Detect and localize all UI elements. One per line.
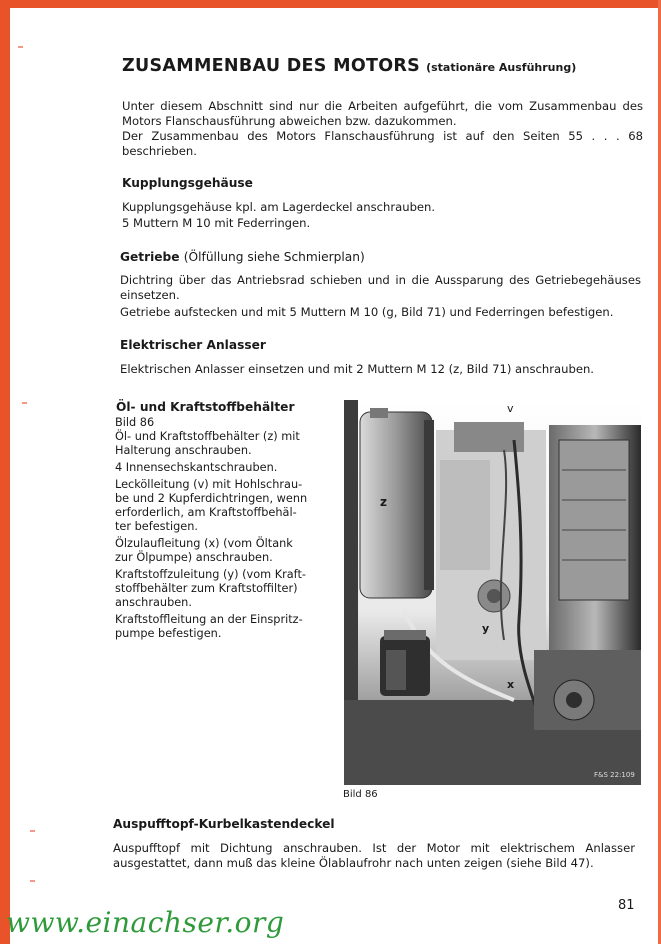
heading-elektrischer-anlasser: Elektrischer Anlasser — [120, 338, 266, 352]
engine-photo — [344, 400, 641, 785]
page-edge-left — [0, 0, 10, 944]
engine-photo-drawing — [344, 400, 641, 785]
getriebe-paragraph-1: Dichtring über das Antriebsrad schieben und in die Aussparung des Getriebegehäuses einsetzen. — [120, 273, 641, 302]
intro-paragraph-2: Der Zusammenbau des Motors Flanschausführung ist auf den Seiten 55 . . . 68 beschrieben. — [122, 129, 643, 158]
tank-instructions — [115, 416, 321, 641]
figure-label-z: z — [380, 495, 387, 509]
intro-paragraph-1: Unter diesem Abschnitt sind nur die Arbeiten aufgeführt, die vom Zusammenbau des Motors Flanschausführung abweichen bzw. dazukommen. — [122, 99, 643, 128]
anlasser-line-1: Elektrischen Anlasser einsetzen und mit 2 Muttern M 12 (z, Bild 71) anschrauben. — [120, 362, 594, 376]
tank-line: Öl- und Kraftstoffbehälter (z) mit — [115, 430, 300, 443]
heading-getriebe — [120, 250, 365, 264]
kupplung-line-1: Kupplungsgehäuse kpl. am Lagerdeckel anschrauben. — [122, 200, 436, 214]
tank-line: ter befestigen. — [115, 520, 198, 533]
getriebe-heading-text: Getriebe — [120, 250, 180, 264]
tank-line: Kraftstoffzuleitung (y) (vom Kraft- — [115, 568, 306, 581]
title-sub: (stationäre Ausführung) — [426, 61, 577, 74]
title-main: ZUSAMMENBAU DES MOTORS — [122, 56, 421, 76]
page-number: 81 — [618, 898, 635, 913]
tank-line: stoffbehälter zum Kraftstoffilter) — [115, 582, 298, 595]
punch-mark — [30, 830, 35, 832]
heading-kupplungsgehaeuse: Kupplungsgehäuse — [122, 176, 253, 190]
tank-line: Kraftstoffleitung an der Einspritz- — [115, 613, 303, 626]
tank-line: zur Ölpumpe) anschrauben. — [115, 551, 273, 564]
page-edge-top — [0, 0, 661, 8]
figure-code: F&S 22:109 — [594, 771, 635, 779]
heading-auspufftopf: Auspufftopf-Kurbelkastendeckel — [113, 817, 335, 831]
figure-label-x: x — [507, 678, 515, 691]
heading-oel-kraftstoffbehaelter: Öl- und Kraftstoffbehälter — [116, 400, 295, 414]
punch-mark — [22, 402, 27, 404]
tank-line: 4 Innensechskantschrauben. — [115, 461, 278, 474]
tank-line: Halterung anschrauben. — [115, 444, 252, 457]
tank-figure-reference: Bild 86 — [115, 416, 155, 429]
figure-caption: Bild 86 — [343, 789, 378, 800]
tank-line: be und 2 Kupferdichtringen, wenn — [115, 492, 308, 505]
tank-line: pumpe befestigen. — [115, 627, 222, 640]
tank-line: Leckölleitung (v) mit Hohlschrau- — [115, 478, 303, 491]
punch-mark — [30, 880, 35, 882]
getriebe-paragraph-2: Getriebe aufstecken und mit 5 Muttern M 10 (g, Bild 71) und Federringen befestigen. — [120, 305, 614, 319]
page-title — [122, 56, 576, 76]
figure-label-v: v — [507, 402, 514, 415]
kupplung-line-2: 5 Muttern M 10 mit Federringen. — [122, 216, 311, 230]
watermark-link[interactable]: www.einachser.org — [6, 906, 285, 939]
tank-line: Ölzulaufleitung (x) (vom Öltank — [115, 537, 293, 550]
punch-mark — [18, 46, 23, 48]
auspuff-paragraph: Auspufftopf mit Dichtung anschrauben. Ist der Motor mit elektrischem Anlasser ausgestattet, dann muß das kleine Ölablaufrohr nach unten zeigen (siehe Bild 47). — [113, 841, 635, 870]
tank-line: erforderlich, am Kraftstoffbehäl- — [115, 506, 297, 519]
figure-label-y: y — [482, 622, 490, 635]
getriebe-heading-note: (Ölfüllung siehe Schmierplan) — [183, 250, 365, 264]
tank-line: anschrauben. — [115, 596, 192, 609]
